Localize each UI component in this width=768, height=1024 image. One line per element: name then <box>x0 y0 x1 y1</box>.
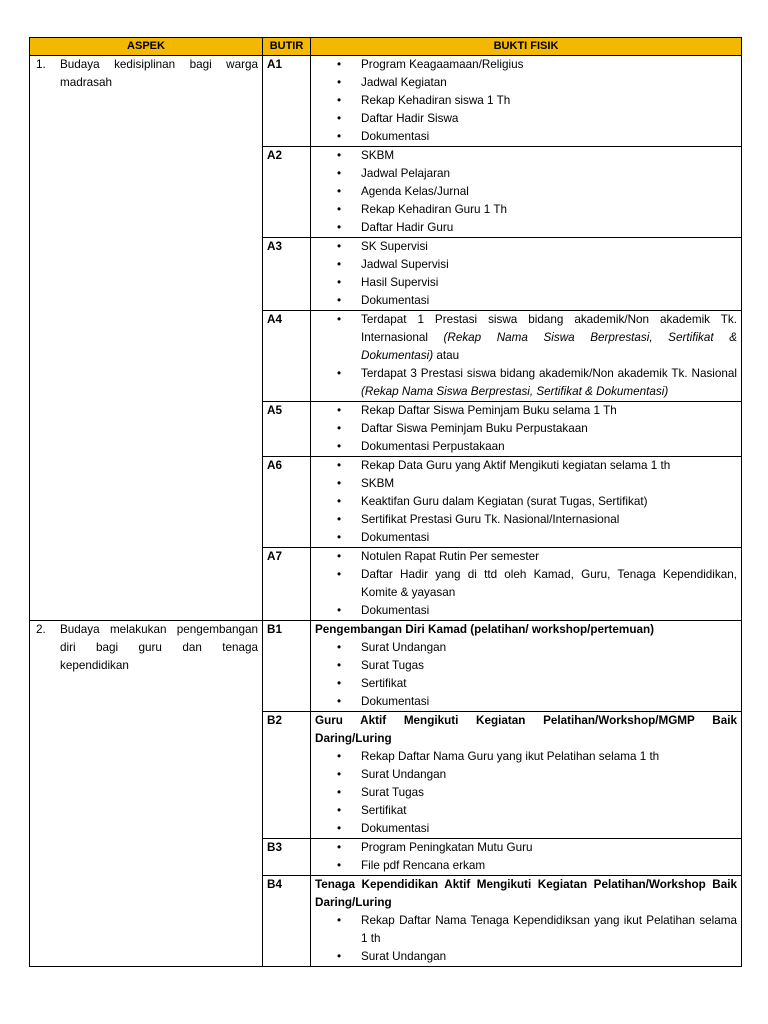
list-item <box>315 365 737 401</box>
butir-code: A4 <box>263 311 311 402</box>
list-item: • Rekap Daftar Nama Guru yang ikut Pelatihan selama 1 th <box>315 748 737 766</box>
list-item: • Dokumentasi <box>315 529 737 547</box>
table-body <box>30 56 742 967</box>
header-row <box>30 38 742 56</box>
evidence-cell <box>311 402 742 457</box>
list-item: • Rekap Daftar Nama Tenaga Kependidiksan yang ikut Pelatihan selama 1 th <box>315 912 737 948</box>
list-item <box>315 311 737 365</box>
evidence-cell <box>311 712 742 839</box>
aspect-entry <box>34 621 258 675</box>
list-item: • Rekap Kehadiran siswa 1 Th <box>315 92 737 110</box>
aspect-text: Budaya melakukan pengembangan diri bagi guru dan tenaga kependidikan <box>60 623 258 672</box>
butir-code: A1 <box>263 56 311 147</box>
evidence-list <box>315 912 737 966</box>
evidence-cell <box>311 839 742 876</box>
list-item: • Dokumentasi <box>315 602 737 620</box>
item-text: Terdapat 1 Prestasi siswa bidang akademik/Non akademik Tk. Internasional <box>361 313 737 344</box>
list-item: • Notulen Rapat Rutin Per semester <box>315 548 737 566</box>
list-item: • Sertifikat <box>315 675 737 693</box>
header-aspek: ASPEK <box>30 38 263 56</box>
list-item: • Surat Undangan <box>315 948 737 966</box>
list-item: • Daftar Hadir Guru <box>315 219 737 237</box>
evidence-cell <box>311 311 742 402</box>
evidence-heading: Pengembangan Diri Kamad (pelatihan/ workshop/pertemuan) <box>315 623 654 636</box>
list-item: • Jadwal Kegiatan <box>315 74 737 92</box>
list-item: • Rekap Data Guru yang Aktif Mengikuti kegiatan selama 1 th <box>315 457 737 475</box>
evidence-list <box>315 311 737 401</box>
list-item: • Daftar Hadir yang di ttd oleh Kamad, Guru, Tenaga Kependidikan, Komite & yayasan <box>315 566 737 602</box>
list-item: • Surat Undangan <box>315 766 737 784</box>
evidence-cell <box>311 876 742 967</box>
evidence-list <box>315 548 737 620</box>
evidence-list <box>315 238 737 310</box>
list-item: • File pdf Rencana erkam <box>315 857 737 875</box>
butir-code: B1 <box>263 621 311 712</box>
list-item: • Keaktifan Guru dalam Kegiatan (surat Tugas, Sertifikat) <box>315 493 737 511</box>
evidence-list <box>315 56 737 146</box>
list-item: • Sertifikat <box>315 802 737 820</box>
evidence-list <box>315 402 737 456</box>
list-item: • Rekap Kehadiran Guru 1 Th <box>315 201 737 219</box>
item-note: (Rekap Nama Siswa Berprestasi, Sertifikat & Dokumentasi) <box>361 385 669 398</box>
list-item: • Dokumentasi <box>315 292 737 310</box>
evidence-list <box>315 147 737 237</box>
list-item: • SKBM <box>315 475 737 493</box>
butir-code: A3 <box>263 238 311 311</box>
butir-code: A7 <box>263 548 311 621</box>
list-item: • Program Keagaamaan/Religius <box>315 56 737 74</box>
list-item: • Jadwal Pelajaran <box>315 165 737 183</box>
evidence-cell <box>311 238 742 311</box>
list-item: • Hasil Supervisi <box>315 274 737 292</box>
aspect-cell <box>30 621 263 967</box>
evidence-cell <box>311 457 742 548</box>
butir-code: B2 <box>263 712 311 839</box>
list-item: • Daftar Siswa Peminjam Buku Perpustakaan <box>315 420 737 438</box>
butir-code: A5 <box>263 402 311 457</box>
list-item: • Daftar Hadir Siswa <box>315 110 737 128</box>
butir-code: B4 <box>263 876 311 967</box>
evidence-list <box>315 839 737 875</box>
table-row <box>30 56 742 147</box>
list-item: • Sertifikat Prestasi Guru Tk. Nasional/Internasional <box>315 511 737 529</box>
table-row <box>30 621 742 712</box>
header-bukti-fisik: BUKTI FISIK <box>311 38 742 56</box>
evidence-list <box>315 639 737 711</box>
aspect-text: Budaya kedisiplinan bagi warga madrasah <box>60 58 258 89</box>
aspect-number: 1. <box>36 58 46 71</box>
butir-code: A6 <box>263 457 311 548</box>
list-item: • Dokumentasi <box>315 693 737 711</box>
evidence-cell <box>311 147 742 238</box>
butir-code: B3 <box>263 839 311 876</box>
item-tail: atau <box>433 349 460 362</box>
list-item: • Dokumentasi Perpustakaan <box>315 438 737 456</box>
item-note: (Rekap Nama Siswa Berprestasi, Sertifikat & Dokumentasi) <box>361 331 737 362</box>
evidence-table <box>29 37 742 967</box>
list-item: • Rekap Daftar Siswa Peminjam Buku selama 1 Th <box>315 402 737 420</box>
list-item: • Dokumentasi <box>315 128 737 146</box>
butir-code: A2 <box>263 147 311 238</box>
header-butir: BUTIR <box>263 38 311 56</box>
item-text: Terdapat 3 Prestasi siswa bidang akademik/Non akademik Tk. Nasional <box>361 367 737 380</box>
aspect-number: 2. <box>36 623 46 636</box>
evidence-cell <box>311 56 742 147</box>
aspect-entry <box>34 56 258 92</box>
list-item: • SK Supervisi <box>315 238 737 256</box>
evidence-heading: Guru Aktif Mengikuti Kegiatan Pelatihan/Workshop/MGMP Baik Daring/Luring <box>315 714 737 745</box>
evidence-list <box>315 748 737 838</box>
evidence-cell <box>311 621 742 712</box>
evidence-heading: Tenaga Kependidikan Aktif Mengikuti Kegiatan Pelatihan/Workshop Baik Daring/Luring <box>315 878 737 909</box>
list-item: • Program Peningkatan Mutu Guru <box>315 839 737 857</box>
list-item: • Dokumentasi <box>315 820 737 838</box>
evidence-list <box>315 457 737 547</box>
list-item: • Surat Tugas <box>315 657 737 675</box>
list-item: • Surat Undangan <box>315 639 737 657</box>
evidence-cell <box>311 548 742 621</box>
list-item: • Agenda Kelas/Jurnal <box>315 183 737 201</box>
aspect-cell <box>30 56 263 621</box>
list-item: • Jadwal Supervisi <box>315 256 737 274</box>
list-item: • SKBM <box>315 147 737 165</box>
list-item: • Surat Tugas <box>315 784 737 802</box>
